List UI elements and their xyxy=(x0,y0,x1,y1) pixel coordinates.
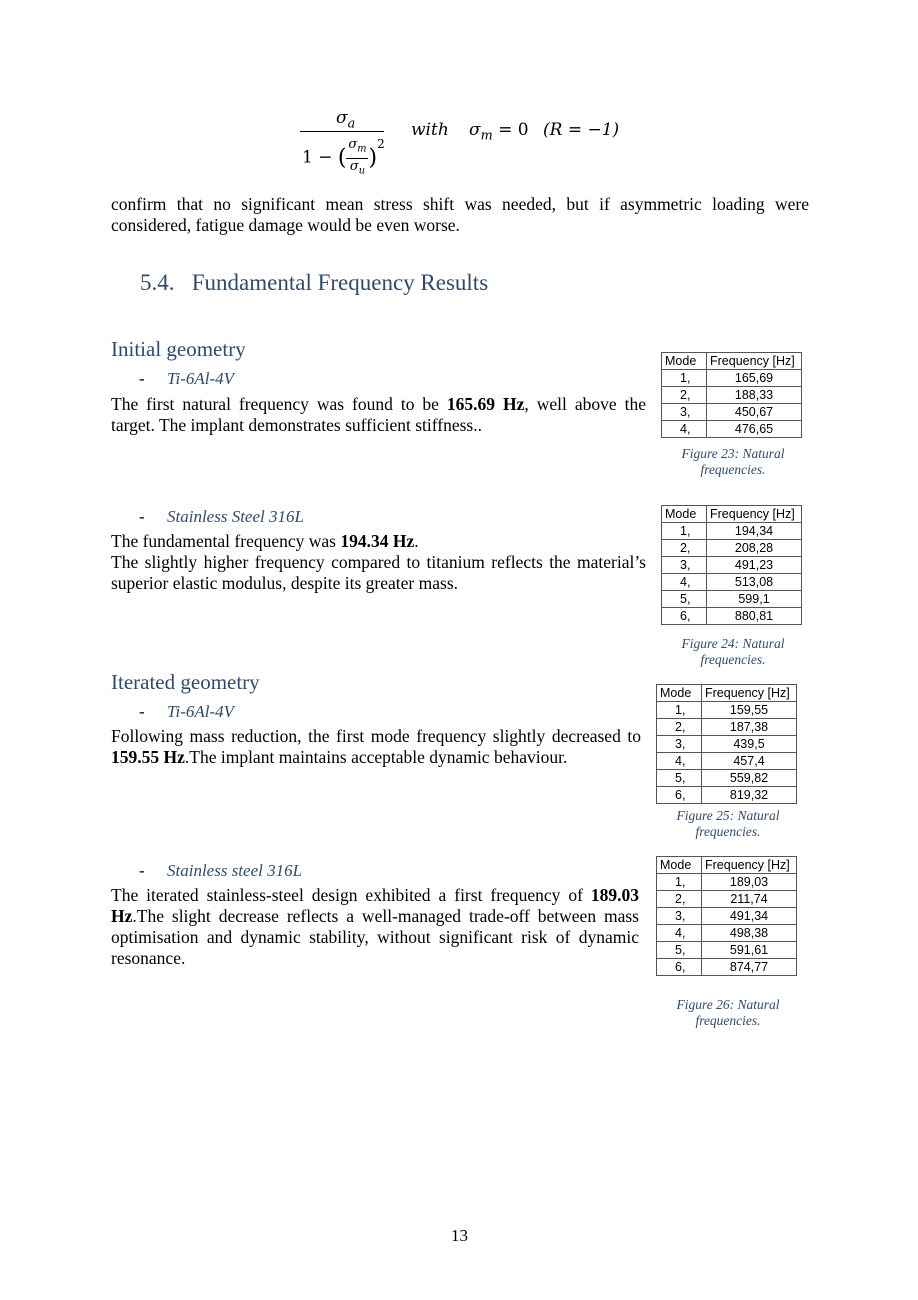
mode-cell: 4, xyxy=(657,753,702,770)
frequency-cell: 208,28 xyxy=(707,540,802,557)
frequency-cell: 211,74 xyxy=(702,891,797,908)
figure-23-caption: Figure 23: Natural frequencies. xyxy=(681,446,785,477)
iterated-ss-label: - Stainless steel 316L xyxy=(139,861,303,880)
frequency-cell: 513,08 xyxy=(707,574,802,591)
frequency-cell: 819,32 xyxy=(702,787,797,804)
frequency-header: Frequency [Hz] xyxy=(707,353,802,370)
frequency-table-2 xyxy=(661,505,802,625)
frequency-cell: 591,61 xyxy=(702,942,797,959)
mode-cell: 2, xyxy=(662,387,707,404)
frequency-cell: 874,77 xyxy=(702,959,797,976)
frequency-header: Frequency [Hz] xyxy=(702,685,797,702)
frequency-cell: 498,38 xyxy=(702,925,797,942)
frequency-header: Frequency [Hz] xyxy=(707,506,802,523)
initial-ss-paragraph: The fundamental frequency was 194.34 Hz. The slightly higher frequency compared to titanium reflects the material’s superior elastic modulus, despite its greater mass. xyxy=(111,531,646,593)
figure-26-caption: Figure 26: Natural frequencies. xyxy=(676,997,780,1028)
figure-25-caption: Figure 25: Natural frequencies. xyxy=(676,808,780,839)
mode-cell: 2, xyxy=(657,891,702,908)
frequency-cell: 491,23 xyxy=(707,557,802,574)
mode-cell: 1, xyxy=(662,370,707,387)
frequency-cell: 559,82 xyxy=(702,770,797,787)
frequency-cell: 599,1 xyxy=(707,591,802,608)
mode-cell: 5, xyxy=(657,770,702,787)
mode-cell: 4, xyxy=(662,574,707,591)
frequency-cell: 188,33 xyxy=(707,387,802,404)
iterated-geometry-heading: Iterated geometry xyxy=(111,670,260,694)
formula-denominator-prefix: 1 − xyxy=(302,147,338,168)
mode-cell: 5, xyxy=(657,942,702,959)
initial-ss-label: - Stainless Steel 316L xyxy=(139,507,304,526)
page-number: 13 xyxy=(451,1226,468,1245)
frequency-cell: 159,55 xyxy=(702,702,797,719)
iterated-ss-paragraph: The iterated stainless-steel design exhibited a first frequency of 189.03 Hz.The slight decrease reflects a well-managed trade-off between mass optimisation and dynamic stability, without significant risk of dynamic resonance. xyxy=(111,885,639,968)
formula-inner-numerator: $\sigma_m$ xyxy=(348,137,367,155)
frequency-cell: 187,38 xyxy=(702,719,797,736)
mode-cell: 3, xyxy=(657,908,702,925)
formula-numerator: $\sigma_a$ xyxy=(336,108,356,132)
mode-cell: 4, xyxy=(657,925,702,942)
intro-paragraph: confirm that no significant mean stress shift was needed, but if asymmetric loading were considered, fatigue damage would be even worse. xyxy=(111,194,809,235)
frequency-table-3 xyxy=(656,684,797,804)
mode-cell: 3, xyxy=(662,557,707,574)
mode-cell: 2, xyxy=(657,719,702,736)
frequency-cell: 189,03 xyxy=(702,874,797,891)
mode-header: Mode xyxy=(662,353,707,370)
formula-inner-denominator: $\sigma_u$ xyxy=(349,158,366,177)
formula-denominator: $1 - (\frac{\sigma_m}{\sigma_u})^2$ xyxy=(302,136,385,177)
mode-cell: 5, xyxy=(662,591,707,608)
iterated-ti-paragraph: Following mass reduction, the first mode frequency slightly decreased to 159.55 Hz.The implant maintains acceptable dynamic behaviour. xyxy=(111,726,641,767)
frequency-cell: 165,69 xyxy=(707,370,802,387)
mode-cell: 1, xyxy=(662,523,707,540)
mode-cell: 3, xyxy=(662,404,707,421)
frequency-cell: 450,67 xyxy=(707,404,802,421)
frequency-cell: 457,4 xyxy=(702,753,797,770)
mode-header: Mode xyxy=(657,685,702,702)
mode-cell: 3, xyxy=(657,736,702,753)
iterated-ti-label: - Ti-6Al-4V xyxy=(139,702,235,721)
mode-cell: 2, xyxy=(662,540,707,557)
mode-cell: 6, xyxy=(657,787,702,804)
initial-ti-paragraph: The first natural frequency was found to be 165.69 Hz, well above the target. The implant demonstrates sufficient stiffness.. xyxy=(111,394,646,435)
formula-exponent: 2 xyxy=(377,136,385,151)
frequency-cell: 880,81 xyxy=(707,608,802,625)
mode-cell: 1, xyxy=(657,702,702,719)
mode-cell: 4, xyxy=(662,421,707,438)
section-heading: 5.4. Fundamental Frequency Results xyxy=(140,270,489,295)
frequency-cell: 476,65 xyxy=(707,421,802,438)
frequency-cell: 439,5 xyxy=(702,736,797,753)
formula-condition: $\sigma_m = 0$ xyxy=(469,120,529,144)
frequency-cell: 194,34 xyxy=(707,523,802,540)
mode-header: Mode xyxy=(657,857,702,874)
mode-cell: 6, xyxy=(662,608,707,625)
initial-ti-label: - Ti-6Al-4V xyxy=(139,369,235,388)
frequency-header: Frequency [Hz] xyxy=(702,857,797,874)
figure-24-caption: Figure 24: Natural frequencies. xyxy=(681,636,785,667)
frequency-cell: 491,34 xyxy=(702,908,797,925)
frequency-table-1 xyxy=(661,352,802,438)
frequency-table-4 xyxy=(656,856,797,976)
initial-geometry-heading: Initial geometry xyxy=(111,337,246,361)
mode-cell: 1, xyxy=(657,874,702,891)
formula-fraction-bar xyxy=(300,131,384,132)
formula-ratio: (R = −1) xyxy=(543,120,620,140)
mode-header: Mode xyxy=(662,506,707,523)
mode-cell: 6, xyxy=(657,959,702,976)
formula-with: with xyxy=(411,120,449,140)
